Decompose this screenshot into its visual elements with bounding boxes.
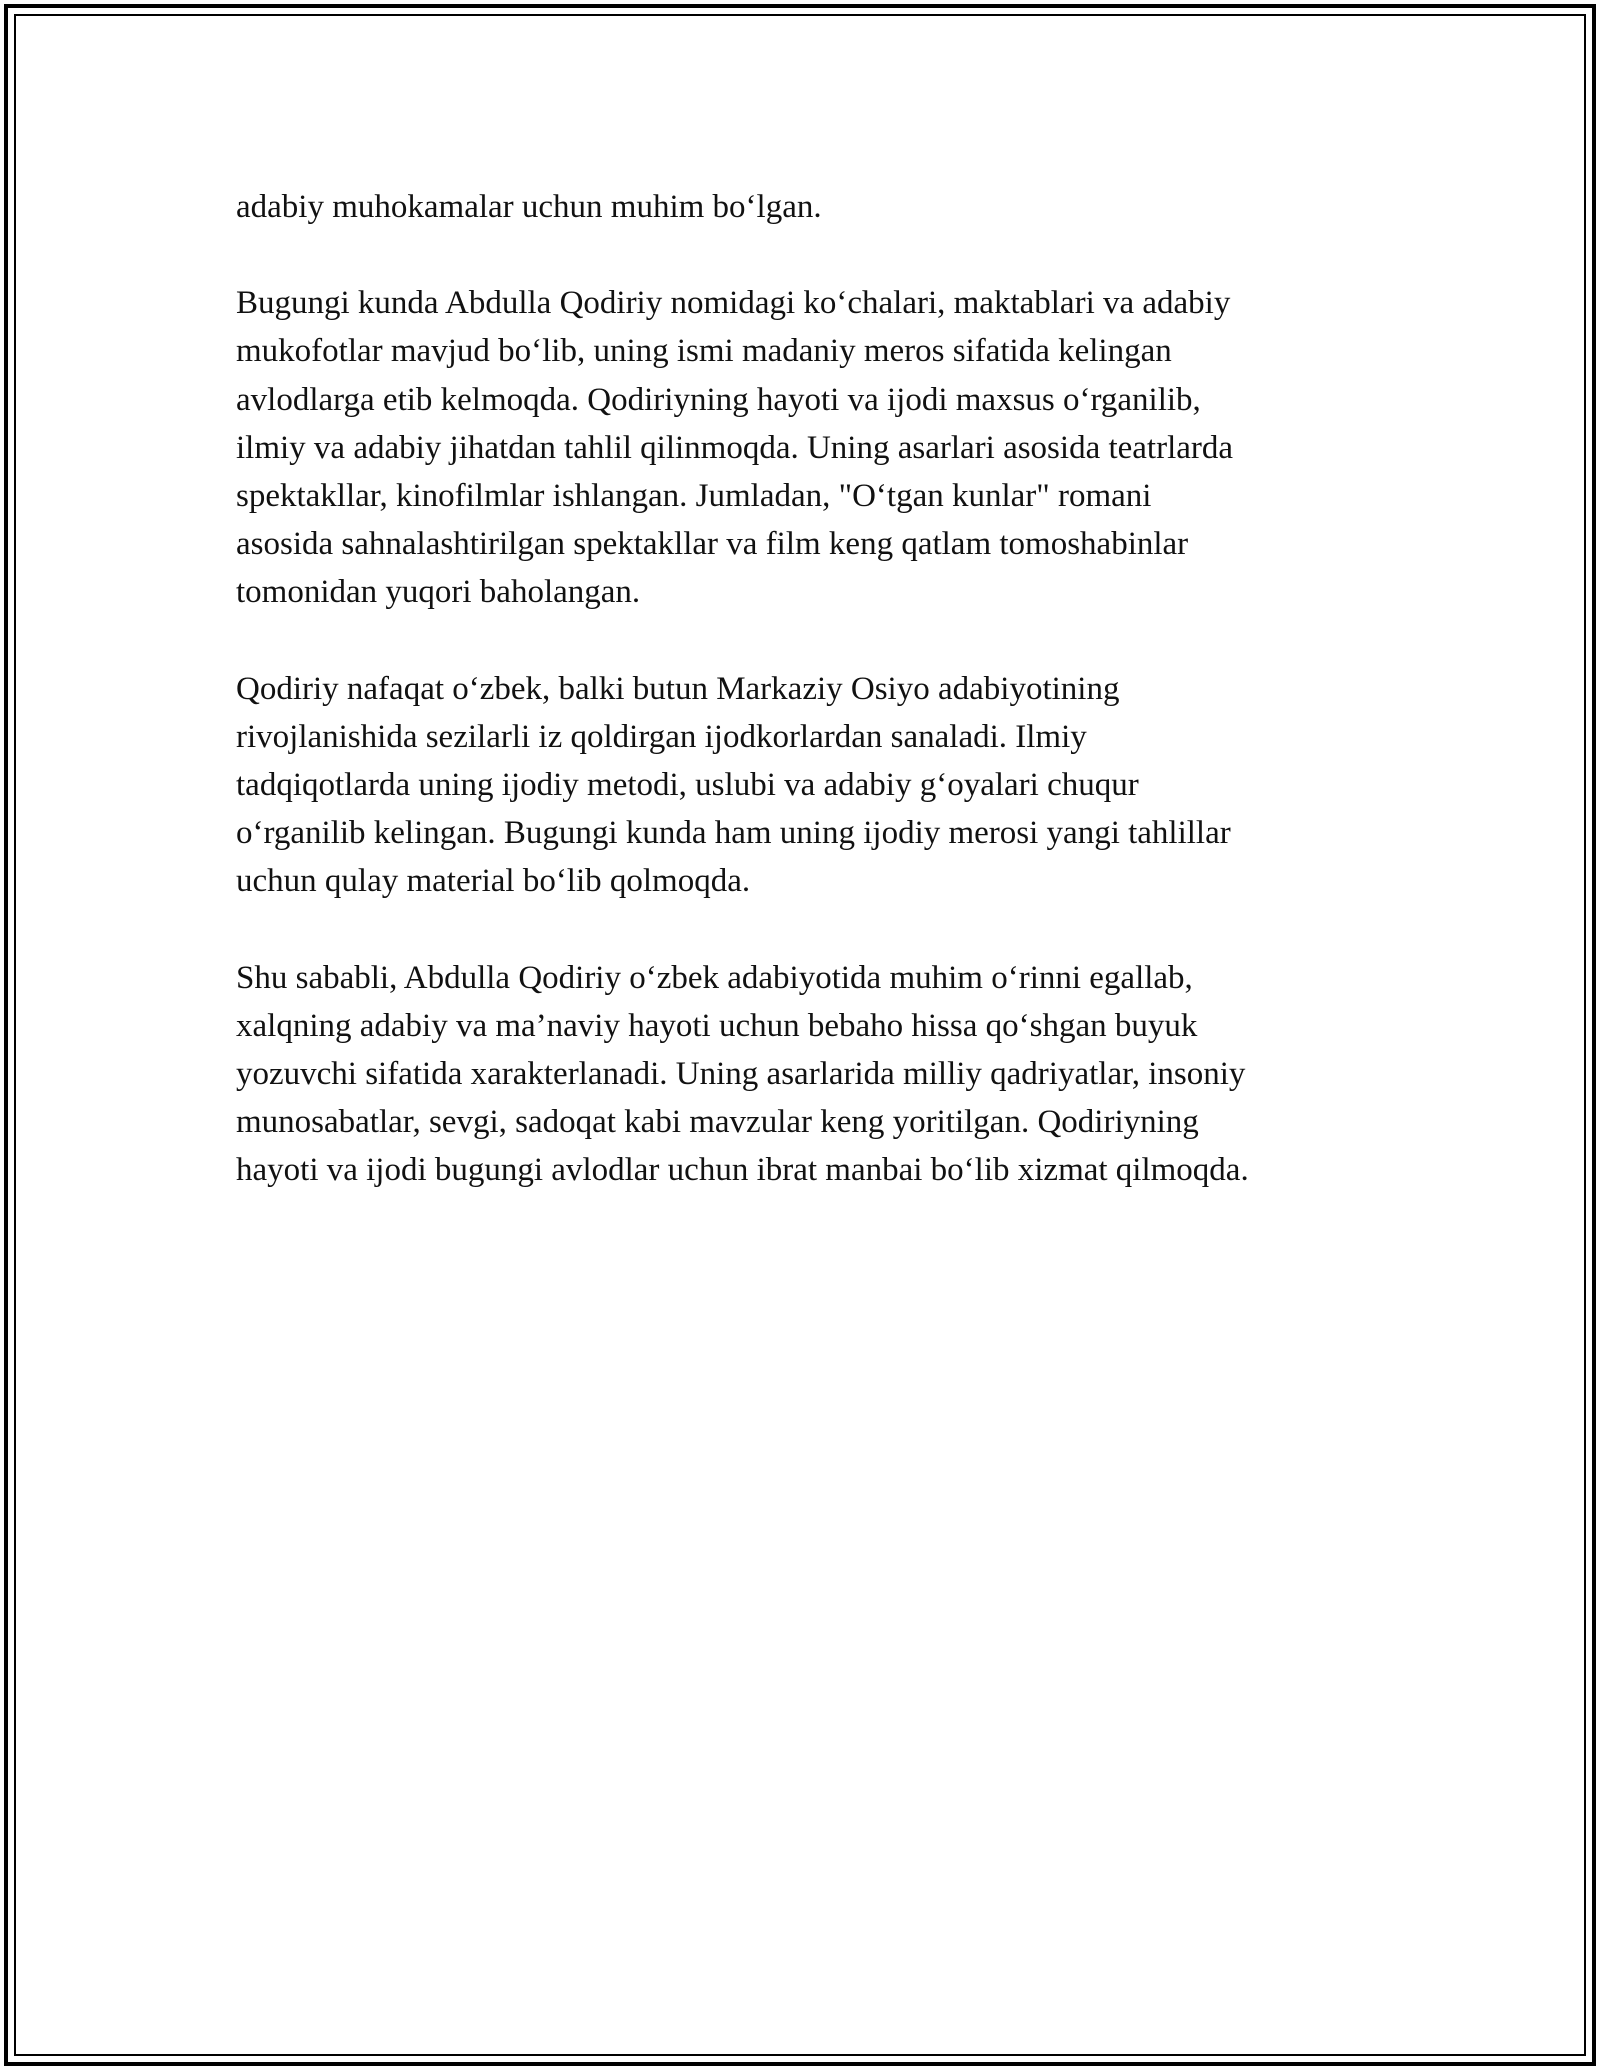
paragraph-influence: Qodiriy nafaqat o‘zbek, balki butun Markaziy Osiyo adabiyotining rivojlanishida sezilarli iz qoldirgan ijodkorlardan sanaladi. Ilmiy tadqiqotlarda uning ijodiy metodi, uslubi va adabiy g‘oyalari chuqur o‘rganilib kelingan. Bugungi kunda ham uning ijodiy merosi yangi tahlillar uchun qulay material bo‘lib qolmoqda. — [236, 670, 1231, 900]
document-body — [236, 183, 1376, 1243]
paragraph-legacy: Bugungi kunda Abdulla Qodiriy nomidagi ko‘chalari, maktablari va adabiy mukofotlar mavjud bo‘lib, uning ismi madaniy meros sifatida kelingan avlodlarga etib kelmoqda. Qodiriyning hayoti va ijodi maxsus o‘rganilib, ilmiy va adabiy jihatdan tahlil qilinmoqda. Uning asarlari asosida teatrlarda spektakllar, kinofilmlar ishlangan. Jumladan, "O‘tgan kunlar" romani asosida sahnalashtirilgan spektakllar va film keng qatlam tomoshabinlar tomonidan yuqori baholangan. — [236, 285, 1234, 611]
paragraph-continuation: adabiy muhokamalar uchun muhim bo‘lgan. — [236, 189, 822, 225]
paragraph-conclusion: Shu sababli, Abdulla Qodiriy o‘zbek adabiyotida muhim o‘rinni egallab, xalqning adabiy va ma’naviy hayoti uchun bebaho hissa qo‘shgan buyuk yozuvchi sifatida xarakterlanadi. Uning asarlarida milliy qadriyatlar, insoniy munosabatlar, sevgi, sadoqat kabi mavzular keng yoritilgan. Qodiriyning hayoti va ijodi bugungi avlodlar uchun ibrat manbai bo‘lib xizmat qilmoqda. — [236, 959, 1249, 1189]
